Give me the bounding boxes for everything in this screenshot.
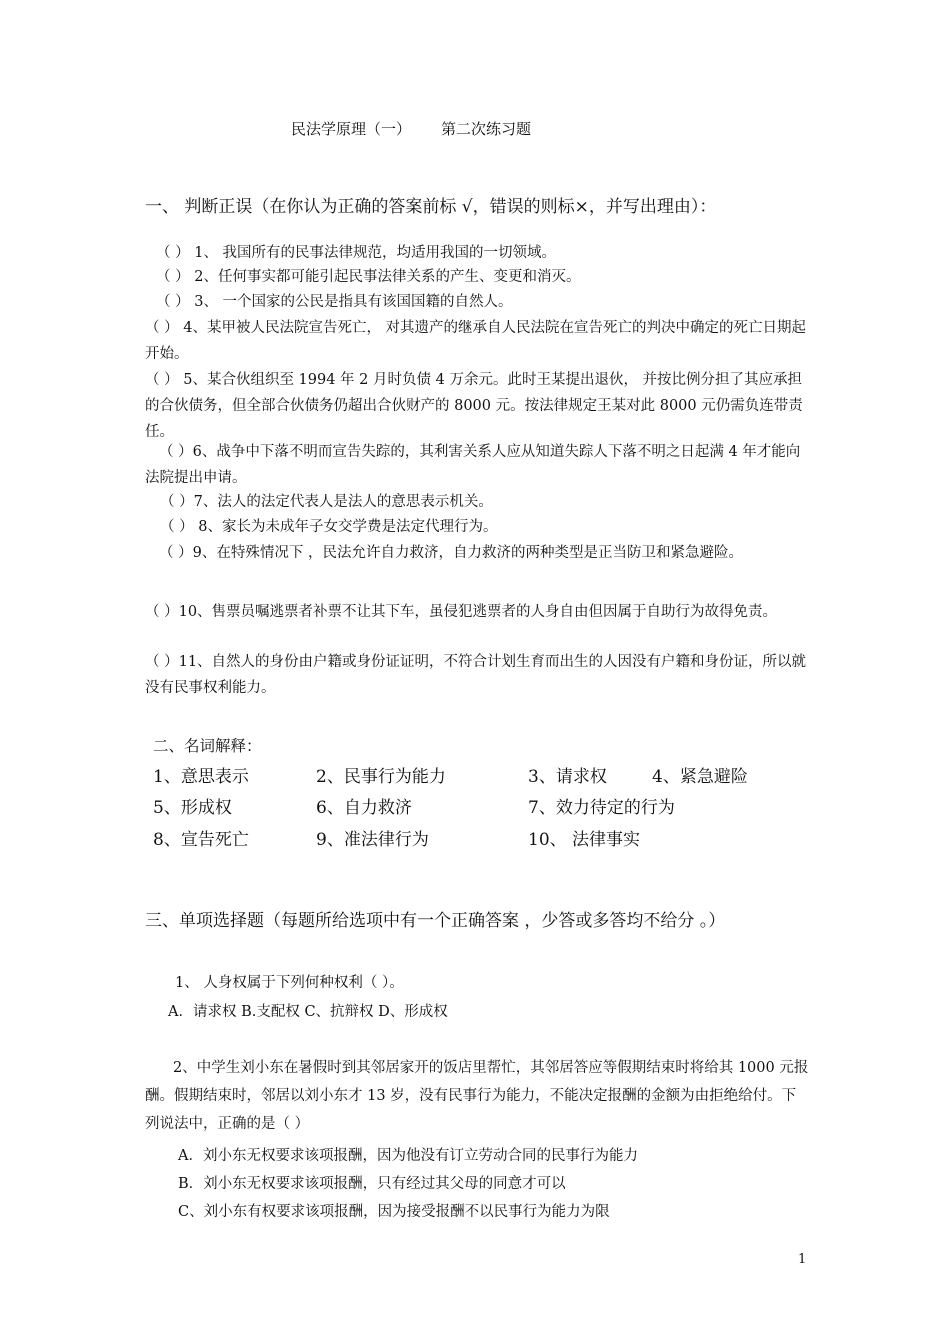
- tf-item-9: （ ）9、在特殊情况下 ，民法允许自力救济，自力救济的两种类型是正当防卫和紧急避险。: [159, 545, 743, 561]
- term-3: 3、请求权: [528, 767, 607, 787]
- q1-options: A．请求权 B.支配权 C、抗辩权 D、形成权: [168, 1004, 448, 1020]
- term-1: 1、意思表示: [153, 767, 249, 787]
- tf-item-2: （ ） 2、任何事实都可能引起民事法律关系的产生、变更和消灭。: [156, 269, 581, 285]
- section3-heading: 三、单项选择题（每题所给选项中有一个正确答案 ，少答或多答均不给分 。）: [145, 911, 726, 931]
- q2-option-b: B．刘小东无权要求该项报酬，只有经过其父母的同意才可以: [178, 1176, 566, 1192]
- term-4: 4、紧急避险: [652, 767, 748, 787]
- page-number: 1: [798, 1252, 807, 1267]
- tf-item-7: （ ）7、法人的法定代表人是法人的意思表示机关。: [160, 494, 493, 510]
- title-sub: 第二次练习题: [441, 120, 532, 138]
- title-main: 民法学原理（一）: [291, 120, 412, 138]
- term-2: 2、民事行为能力: [316, 767, 446, 787]
- tf-item-8: （ ） 8、家长为未成年子女交学费是法定代理行为。: [160, 519, 498, 535]
- tf-item-6: （ ）6、战争中下落不明而宣告失踪的，其利害关系人应从知道失踪人下落不明之日起满 4 年才能向法院提出申请。: [145, 444, 801, 486]
- tf-item-1: （ ） 1、 我国所有的民事法律规范，均适用我国的一切领域。: [156, 245, 557, 261]
- term-8: 8、宣告死亡: [153, 830, 249, 850]
- page-title: [291, 118, 531, 139]
- tf-item-10: （ ）10、售票员嘱逃票者补票不让其下车，虽侵犯逃票者的人身自由但因属于自助行为故得免责。: [145, 604, 778, 620]
- term-10: 10、 法律事实: [528, 830, 641, 850]
- tf-item-4: （ ） 4、某甲被人民法院宣告死亡， 对其遗产的继承自人民法院在宣告死亡的判决中确定的死亡日期起开始。: [145, 320, 807, 362]
- q2-option-c: C、刘小东有权要求该项报酬，因为接受报酬不以民事行为能力为限: [178, 1204, 610, 1220]
- q1-stem: 1、 人身权属于下列何种权利（ ）。: [175, 975, 404, 991]
- q2-option-a: A．刘小东无权要求该项报酬，因为他没有订立劳动合同的民事行为能力: [178, 1148, 638, 1164]
- q2-stem: 2、中学生刘小东在暑假时到其邻居家开的饭店里帮忙，其邻居答应等假期结束时将给其 1000 元报酬。假期结束时，邻居以刘小东才 13 岁，没有民事行为能力，不能决定报酬的金额为由拒绝给付。下列说法中，正确的是（ ）: [145, 1060, 809, 1132]
- tf-item-5: （ ） 5、某合伙组织至 1994 年 2 月时负债 4 万余元。此时王某提出退伙， 并按比例分担了其应承担的合伙债务，但全部合伙债务仍超出合伙财产的 8000 元。按法律规定王某对此 8000 元仍需负连带责任。: [145, 372, 803, 440]
- term-7: 7、效力待定的行为: [528, 798, 675, 818]
- section2-heading: 二、名词解释：: [153, 737, 262, 755]
- section1-heading: 一、 判断正误（在你认为正确的答案前标 √，错误的则标×，并写出理由）：: [145, 197, 717, 217]
- term-5: 5、形成权: [153, 798, 232, 818]
- tf-item-11: （ ）11、自然人的身份由户籍或身份证证明，不符合计划生育而出生的人因没有户籍和身份证，所以就没有民事权利能力。: [145, 654, 807, 696]
- term-6: 6、自力救济: [316, 798, 412, 818]
- tf-item-3: （ ） 3、 一个国家的公民是指具有该国国籍的自然人。: [156, 294, 513, 310]
- term-9: 9、准法律行为: [316, 830, 429, 850]
